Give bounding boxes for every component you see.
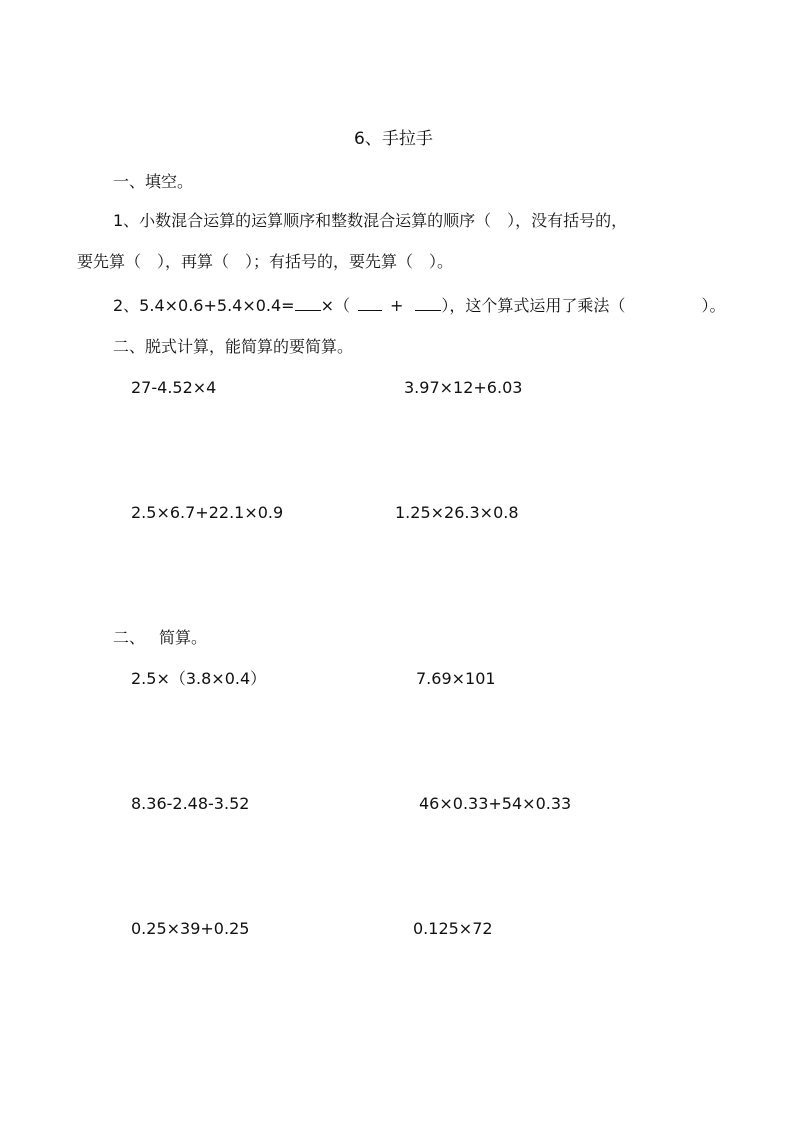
simplify-problem-4: 46×0.33+54×0.33 <box>419 794 572 813</box>
simplify-problem-3: 8.36-2.48-3.52 <box>131 794 250 813</box>
answer-blank-2[interactable] <box>358 295 382 311</box>
simplify-problem-2: 7.69×101 <box>416 669 496 688</box>
simplify-problem-1: 2.5×（3.8×0.4） <box>131 669 267 688</box>
simplify-problem-5: 0.25×39+0.25 <box>131 919 250 938</box>
answer-blank-3[interactable] <box>415 295 441 311</box>
calc-problem-3: 2.5×6.7+22.1×0.9 <box>131 503 284 522</box>
times-open-paren: ×（ <box>320 296 351 315</box>
simplify-problem-6: 0.125×72 <box>413 919 493 938</box>
question-2 <box>113 295 725 316</box>
question-1-line-2: 要先算（ ），再算（ ）；有括号的，要先算（ ）。 <box>77 252 454 271</box>
answer-blank-1[interactable] <box>295 295 321 311</box>
section-3-number: 二、 <box>113 628 146 647</box>
calc-problem-1: 27-4.52×4 <box>131 378 217 397</box>
page-title: 6、手拉手 <box>354 129 433 149</box>
section-2-heading: 二、脱式计算，能简算的要简算。 <box>113 337 354 356</box>
calc-problem-2: 3.97×12+6.03 <box>404 378 523 397</box>
question-2-expression: 2、5.4×0.6+5.4×0.4= <box>113 296 295 315</box>
section-1-heading: 一、填空。 <box>113 172 194 191</box>
question-2-close: ）。 <box>701 296 726 315</box>
section-3-heading <box>113 628 207 648</box>
question-1-line-1: 1、小数混合运算的运算顺序和整数混合运算的顺序（ ），没有括号的， <box>113 211 628 230</box>
question-2-suffix: ），这个算式运用了乘法（ <box>441 296 626 315</box>
calc-problem-4: 1.25×26.3×0.8 <box>395 503 519 522</box>
plus-sign: + <box>390 296 404 315</box>
section-3-title: 简算。 <box>159 628 208 647</box>
